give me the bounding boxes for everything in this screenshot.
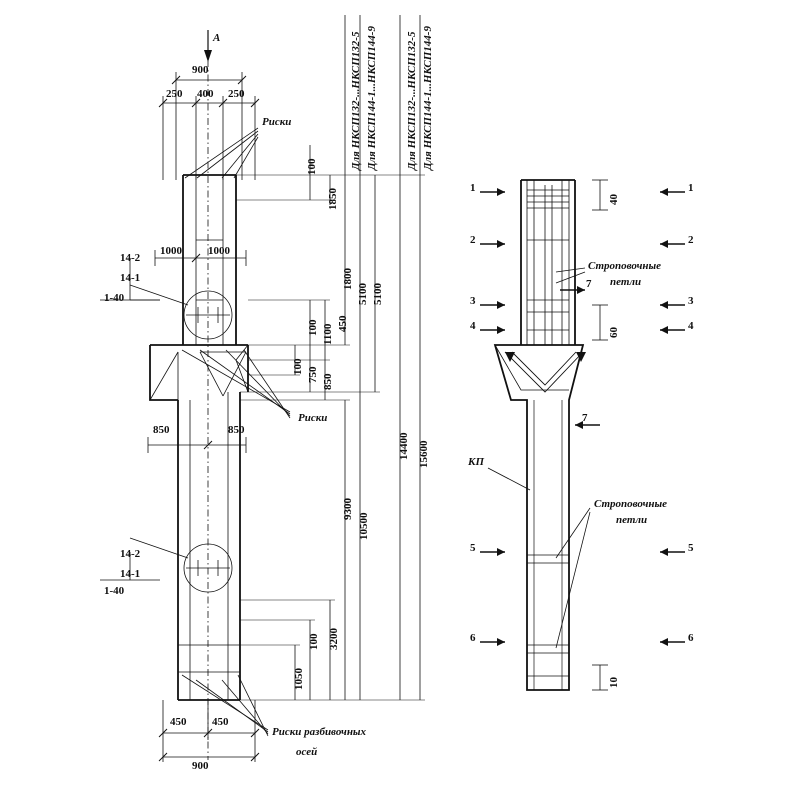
- vdim-100-a: 100: [306, 158, 318, 175]
- section-mark-left-4: 4: [470, 320, 476, 332]
- bar-mark-14-1-lower: 14-1: [120, 568, 141, 580]
- label-riski-top: Риски: [262, 116, 292, 128]
- sec-dim-40: 40: [608, 194, 620, 205]
- sec-dim-10: 10: [608, 677, 620, 688]
- callout-loops-lower-line2: петли: [616, 514, 648, 526]
- section-mark-right-2: 2: [688, 234, 694, 246]
- corbel-left: [150, 345, 178, 400]
- arrow-a: [204, 30, 212, 62]
- section-mark-right-4: 4: [688, 320, 694, 332]
- vdim-5100-a: 5100: [357, 283, 369, 305]
- vdim-3200: 3200: [328, 628, 340, 650]
- dim-1000-right: 1000: [208, 245, 230, 257]
- sec-dim-60: 60: [608, 327, 620, 338]
- bar-mark-1-40-lower: 1-40: [104, 585, 125, 597]
- vdim-450: 450: [337, 315, 349, 332]
- vdim-10500: 10500: [358, 512, 370, 540]
- sec-body: [495, 345, 583, 690]
- callout-loops-upper-line1: Строповочные: [588, 260, 662, 272]
- section-mark-left-3: 3: [470, 295, 476, 307]
- vdim-1100: 1100: [322, 323, 334, 345]
- dim-900-top: 900: [192, 64, 209, 76]
- bar-mark-14-1-upper: 14-1: [120, 272, 141, 284]
- bar-mark-1-40-upper: 1-40: [104, 292, 125, 304]
- vdim-850: 850: [322, 373, 334, 390]
- vdim-1850: 1850: [327, 188, 339, 210]
- vdim-100-d: 100: [308, 633, 320, 650]
- section-mark-right-3: 3: [688, 295, 694, 307]
- note-nksp132-5-a: Для НКСП132-...НКСП132-5: [350, 31, 362, 170]
- note-nksp132-5-b: Для НКСП132-...НКСП132-5: [406, 31, 418, 170]
- vdim-1800: 1800: [342, 268, 354, 290]
- mark-7-upper: 7: [586, 278, 592, 290]
- marker-a-label: А: [213, 32, 221, 44]
- label-riski-mid: Риски: [298, 412, 328, 424]
- note-nksp144-9-a: Для НКСП144-1...НКСП144-9: [366, 26, 378, 170]
- vdim-100-c: 100: [292, 358, 304, 375]
- dim-450-right: 450: [212, 716, 229, 728]
- section-mark-left-5: 5: [470, 542, 476, 554]
- label-kp: КП: [468, 456, 485, 468]
- dim-250-right: 250: [228, 88, 245, 100]
- section-mark-left-2: 2: [470, 234, 476, 246]
- vdim-14400: 14400: [398, 432, 410, 460]
- mark-7-lower: 7: [582, 412, 588, 424]
- callout-loops-lower-line1: Строповочные: [594, 498, 668, 510]
- bar-mark-14-2-upper: 14-2: [120, 252, 141, 264]
- section-mark-left-6: 6: [470, 632, 476, 644]
- vdim-750: 750: [307, 366, 319, 383]
- dim-900-bottom: 900: [192, 760, 209, 772]
- dim-1000-left: 1000: [160, 245, 182, 257]
- vdim-1050: 1050: [293, 668, 305, 690]
- section-mark-left-1: 1: [470, 182, 476, 194]
- dim-850-right: 850: [228, 424, 245, 436]
- vdim-100-b: 100: [307, 319, 319, 336]
- note-nksp144-9-b: Для НКСП144-1...НКСП144-9: [422, 26, 434, 170]
- vdim-5100-b: 5100: [372, 283, 384, 305]
- label-riski-axes-line2: осей: [296, 746, 318, 758]
- section-mark-right-5: 5: [688, 542, 694, 554]
- callout-loops-upper-line2: петли: [610, 276, 642, 288]
- label-riski-axes-line1: Риски разбивочных: [272, 726, 367, 738]
- dim-250-left: 250: [166, 88, 183, 100]
- vdim-9300: 9300: [342, 498, 354, 520]
- dim-850-left: 850: [153, 424, 170, 436]
- dim-400: 400: [197, 88, 214, 100]
- section-mark-right-1: 1: [688, 182, 694, 194]
- vdim-15600: 15600: [418, 440, 430, 468]
- section-mark-right-6: 6: [688, 632, 694, 644]
- bar-mark-14-2-lower: 14-2: [120, 548, 141, 560]
- dim-450-left: 450: [170, 716, 187, 728]
